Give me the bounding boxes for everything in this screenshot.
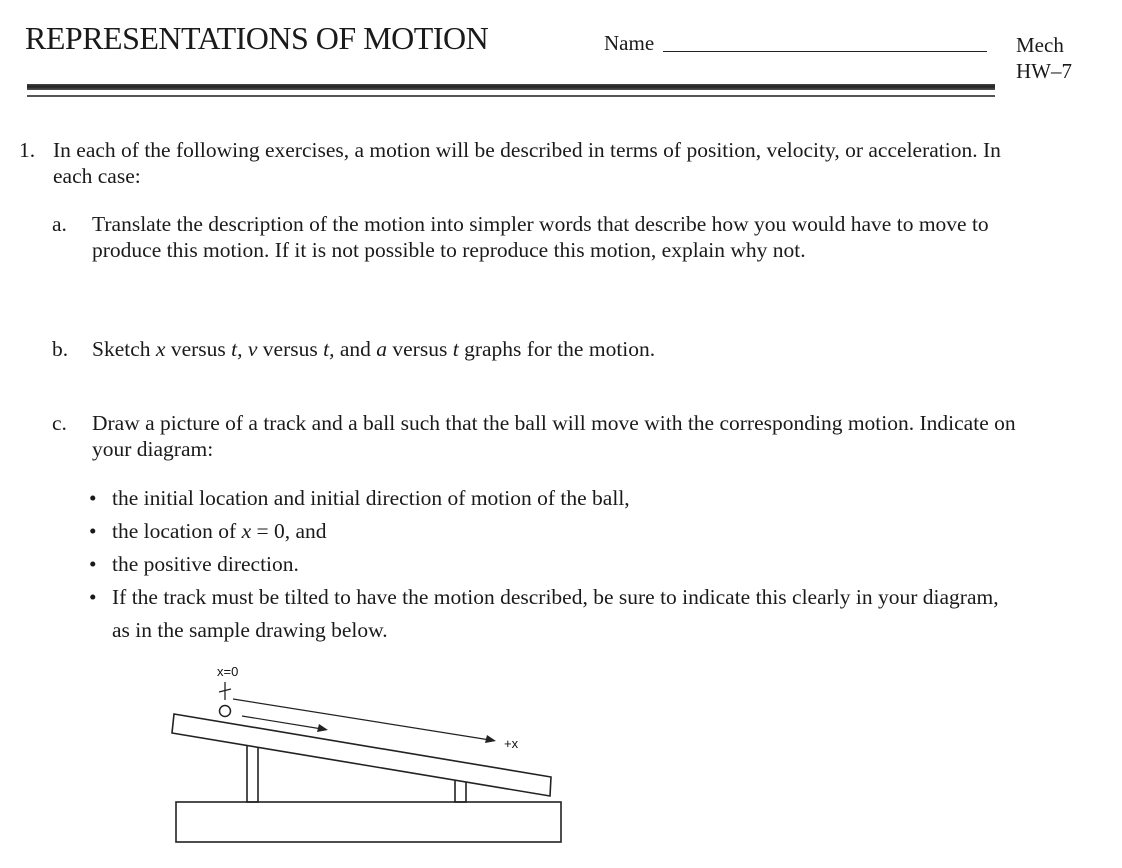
list-item: • the initial location and initial direction of motion of the ball, bbox=[88, 482, 1018, 515]
part-a-marker: a. bbox=[52, 212, 67, 236]
course-code bbox=[1016, 32, 1072, 84]
assignment-id: HW–7 bbox=[1016, 59, 1072, 83]
list-item: • the location of x = 0, and bbox=[88, 515, 1018, 548]
header-rule bbox=[27, 84, 995, 90]
bullet-icon: • bbox=[89, 552, 97, 576]
initial-direction-arrowhead bbox=[317, 724, 328, 732]
ball bbox=[220, 706, 231, 717]
question-intro: In each of the following exercises, a motion will be described in terms of position, velocity, or acceleration. In each case: bbox=[53, 138, 1001, 188]
tilted-track-diagram bbox=[150, 652, 580, 852]
name-label: Name bbox=[604, 31, 655, 55]
bullet-icon: • bbox=[89, 519, 97, 543]
positive-direction-arrowhead bbox=[485, 735, 496, 743]
list-item: • the positive direction. bbox=[88, 548, 1018, 581]
part-c-marker: c. bbox=[52, 411, 67, 435]
part-b-text: Sketch x versus t, v versus t, and a versus t graphs for the motion. bbox=[92, 337, 656, 361]
page-title: REPRESENTATIONS OF MOTION bbox=[25, 20, 489, 56]
list-item: • If the track must be tilted to have the motion described, be sure to indicate this clearly in your diagram, as in the sample drawing below. bbox=[88, 581, 1018, 647]
part-a-text: Translate the description of the motion into simpler words that describe how you would have to move to produce this motion. If it is not possible to reproduce this motion, explain why not. bbox=[92, 212, 989, 262]
name-blank-line bbox=[663, 51, 987, 52]
tall-support bbox=[247, 740, 258, 802]
tilted-track bbox=[172, 714, 551, 796]
header-rule-thin bbox=[27, 95, 995, 97]
positive-direction-label: +x bbox=[504, 736, 519, 751]
origin-label: x=0 bbox=[217, 664, 239, 679]
part-b-marker: b. bbox=[52, 337, 69, 361]
base-block bbox=[176, 802, 561, 842]
course-name: Mech bbox=[1016, 33, 1064, 57]
bullet-icon: • bbox=[89, 486, 97, 510]
part-c-bullet-list bbox=[88, 482, 1018, 647]
part-c-text: Draw a picture of a track and a ball such that the ball will move with the corresponding motion. Indicate on your diagram: bbox=[92, 411, 1016, 461]
question-number: 1. bbox=[19, 138, 36, 162]
bullet-icon: • bbox=[89, 585, 97, 609]
